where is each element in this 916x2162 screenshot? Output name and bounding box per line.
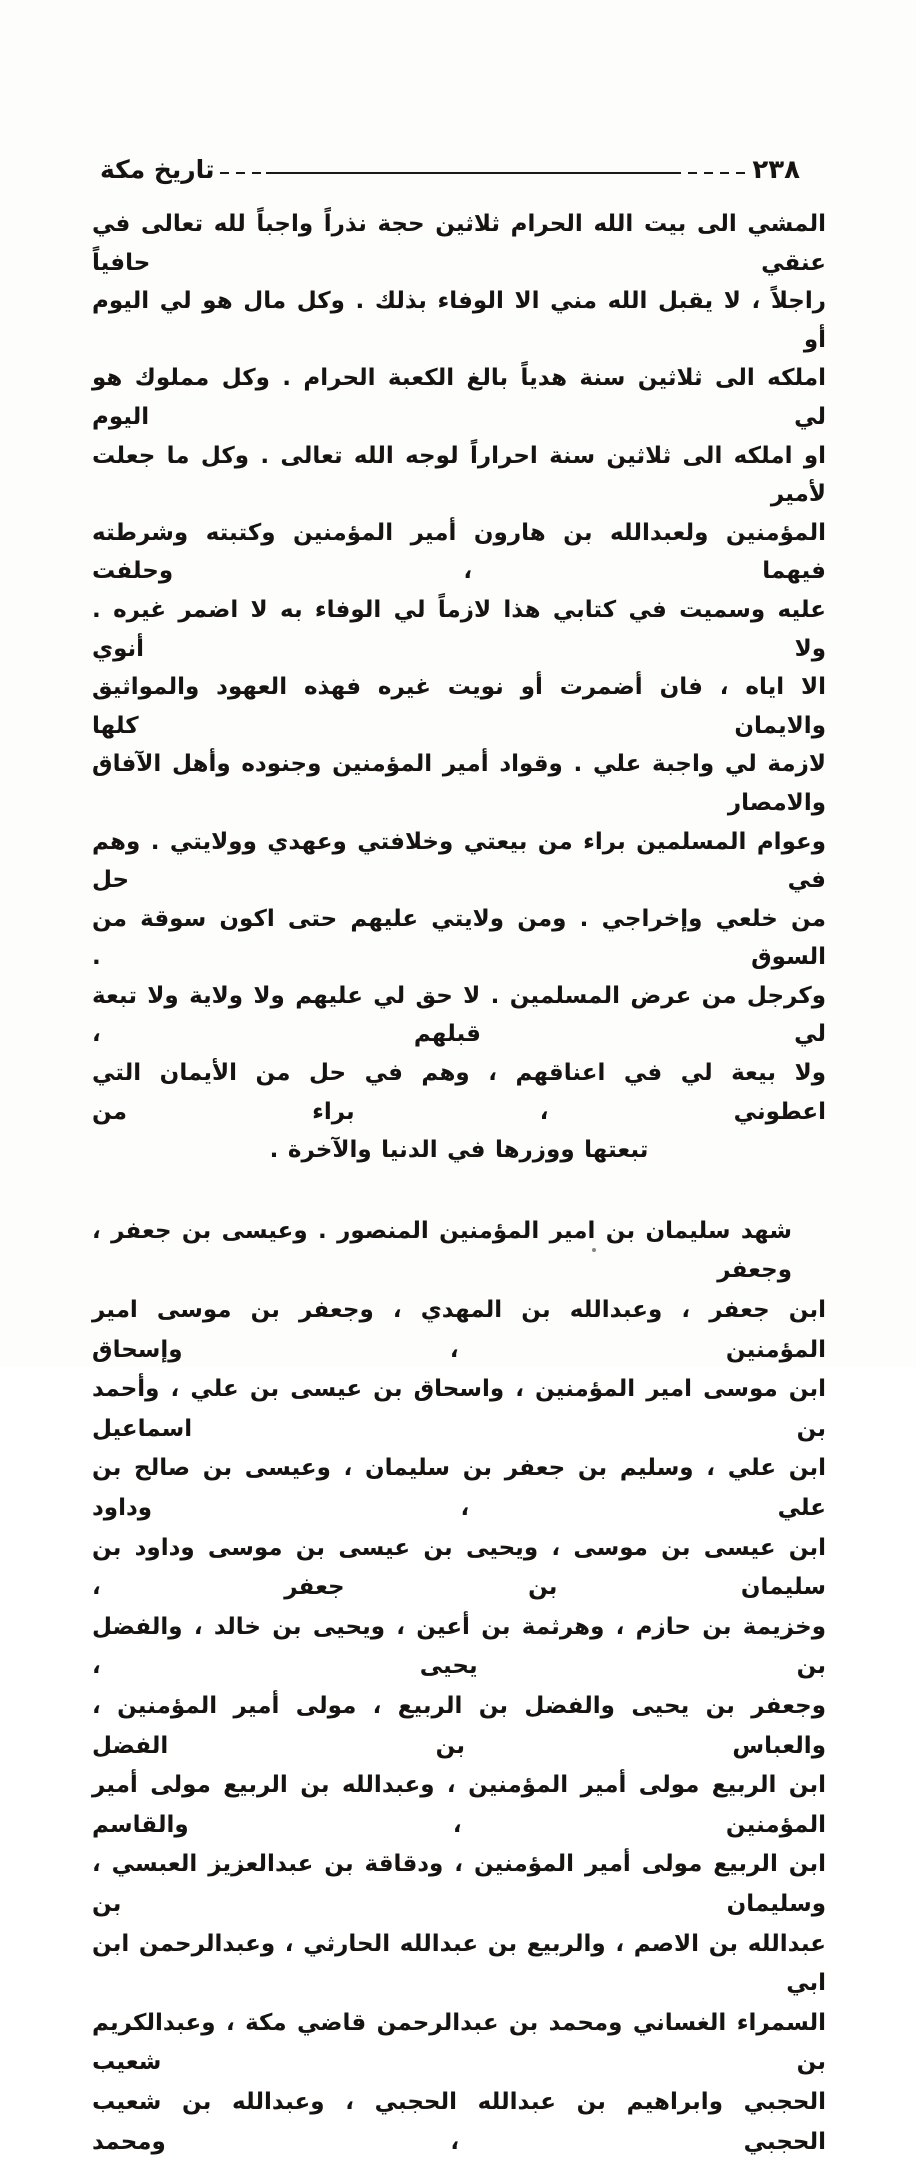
text-line: عبدالله بن الاصم ، والربيع بن عبدالله الحارثي ، وعبدالرحمن ابن ابي (92, 1930, 826, 1997)
header-rule (266, 172, 672, 174)
text-line: وجعفر بن يحيى والفضل بن الربيع ، مولى أمير المؤمنين ، والعباس بن الفضل (92, 1692, 826, 1759)
paragraph-witnesses (92, 1212, 826, 2162)
text-line: من خلعي وإخراجي . ومن ولايتي عليهم حتى اكون سوقة من السوق . (92, 905, 826, 971)
text-line: ابن الربيع مولى أمير المؤمنين ، وعبدالله بن الربيع مولى أمير المؤمنين ، والقاسم (92, 1772, 826, 1838)
text-line: شهد سليمان بن امير المؤمنين المنصور . وعيسى بن جعفر ، وجعفر (92, 1217, 792, 1284)
text-line: ابن الربيع مولى أمير المؤمنين ، ودقاقة بن عبدالعزيز العبسي ، وسليمان بن (92, 1851, 826, 1917)
text-line: المؤمنين ولعبدالله بن هارون أمير المؤمنين وكتبته وشرطته فيهما ، وحلفت (92, 519, 826, 585)
text-line: المشي الى بيت الله الحرام ثلاثين حجة نذراً واجباً لله تعالى في عنقي حافياً (92, 211, 826, 276)
page-number: ٢٣٨ (752, 155, 800, 185)
text-line: تبعتها ووزرها في الدنيا والآخرة . (269, 1137, 649, 1164)
text-line: الا اياه ، فان أضمرت أو نويت غيره فهذه العهود والمواثيق والايمان كلها (92, 674, 826, 739)
text-line: ابن علي ، وسليم بن جعفر بن سليمان ، وعيسى بن صالح بن علي ، وداود (92, 1455, 826, 1521)
text-line: عليه وسميت في كتابي هذا لازماً لي الوفاء به لا اضمر غيره . ولا أنوي (92, 596, 826, 662)
paragraph-oath (92, 205, 826, 1170)
header-rule-dashes-right (672, 172, 752, 174)
text-line: الحجبي وابراهيم بن عبدالله الحجبي ، وعبدالله بن شعيب الحجبي ، ومحمد (92, 2088, 826, 2155)
running-head (100, 150, 800, 190)
scan-ink-spot (592, 1248, 596, 1252)
text-line: ابن عيسى بن موسى ، ويحيى بن عيسى بن موسى وداود بن سليمان بن جعفر ، (92, 1534, 826, 1601)
text-line: راجلاً ، لا يقبل الله مني الا الوفاء بذلك . وكل مال هو لي اليوم أو (92, 288, 826, 353)
text-line: ابن موسى امير المؤمنين ، واسحاق بن عيسى بن علي ، وأحمد بن اسماعيل (92, 1376, 826, 1442)
text-line: وعوام المسلمين براء من بيعتي وخلافتي وعهدي وولايتي . وهم في حل (92, 828, 826, 894)
text-line: ولا بيعة لي في اعناقهم ، وهم في حل من الأيمان التي اعطوني ، براء من (92, 1060, 826, 1125)
text-line: وخزيمة بن حازم ، وهرثمة بن أعين ، ويحيى بن خالد ، والفضل بن يحيى ، (92, 1613, 826, 1680)
header-rule-dashes-left (220, 172, 266, 174)
text-line: ابن جعفر ، وعبدالله بن المهدي ، وجعفر بن موسى امير المؤمنين ، وإسحاق (92, 1297, 826, 1363)
book-title: تاريخ مكة (100, 155, 215, 184)
text-line: لازمة لي واجبة علي . وقواد أمير المؤمنين وجنوده وأهل الآفاق والامصار (92, 751, 826, 816)
text-line: املكه الى ثلاثين سنة هدياً بالغ الكعبة الحرام . وكل مملوك هو لي اليوم (92, 365, 826, 430)
text-line: السمراء الغساني ومحمد بن عبدالرحمن قاضي مكة ، وعبدالكريم بن شعيب (92, 2009, 826, 2076)
page-body (92, 205, 826, 2162)
text-line: او املكه الى ثلاثين سنة احراراً لوجه الله تعالى . وكل ما جعلت لأمير (92, 442, 826, 508)
text-line: وكرجل من عرض المسلمين . لا حق لي عليهم ولا ولاية ولا تبعة لي قبلهم ، (92, 982, 826, 1048)
